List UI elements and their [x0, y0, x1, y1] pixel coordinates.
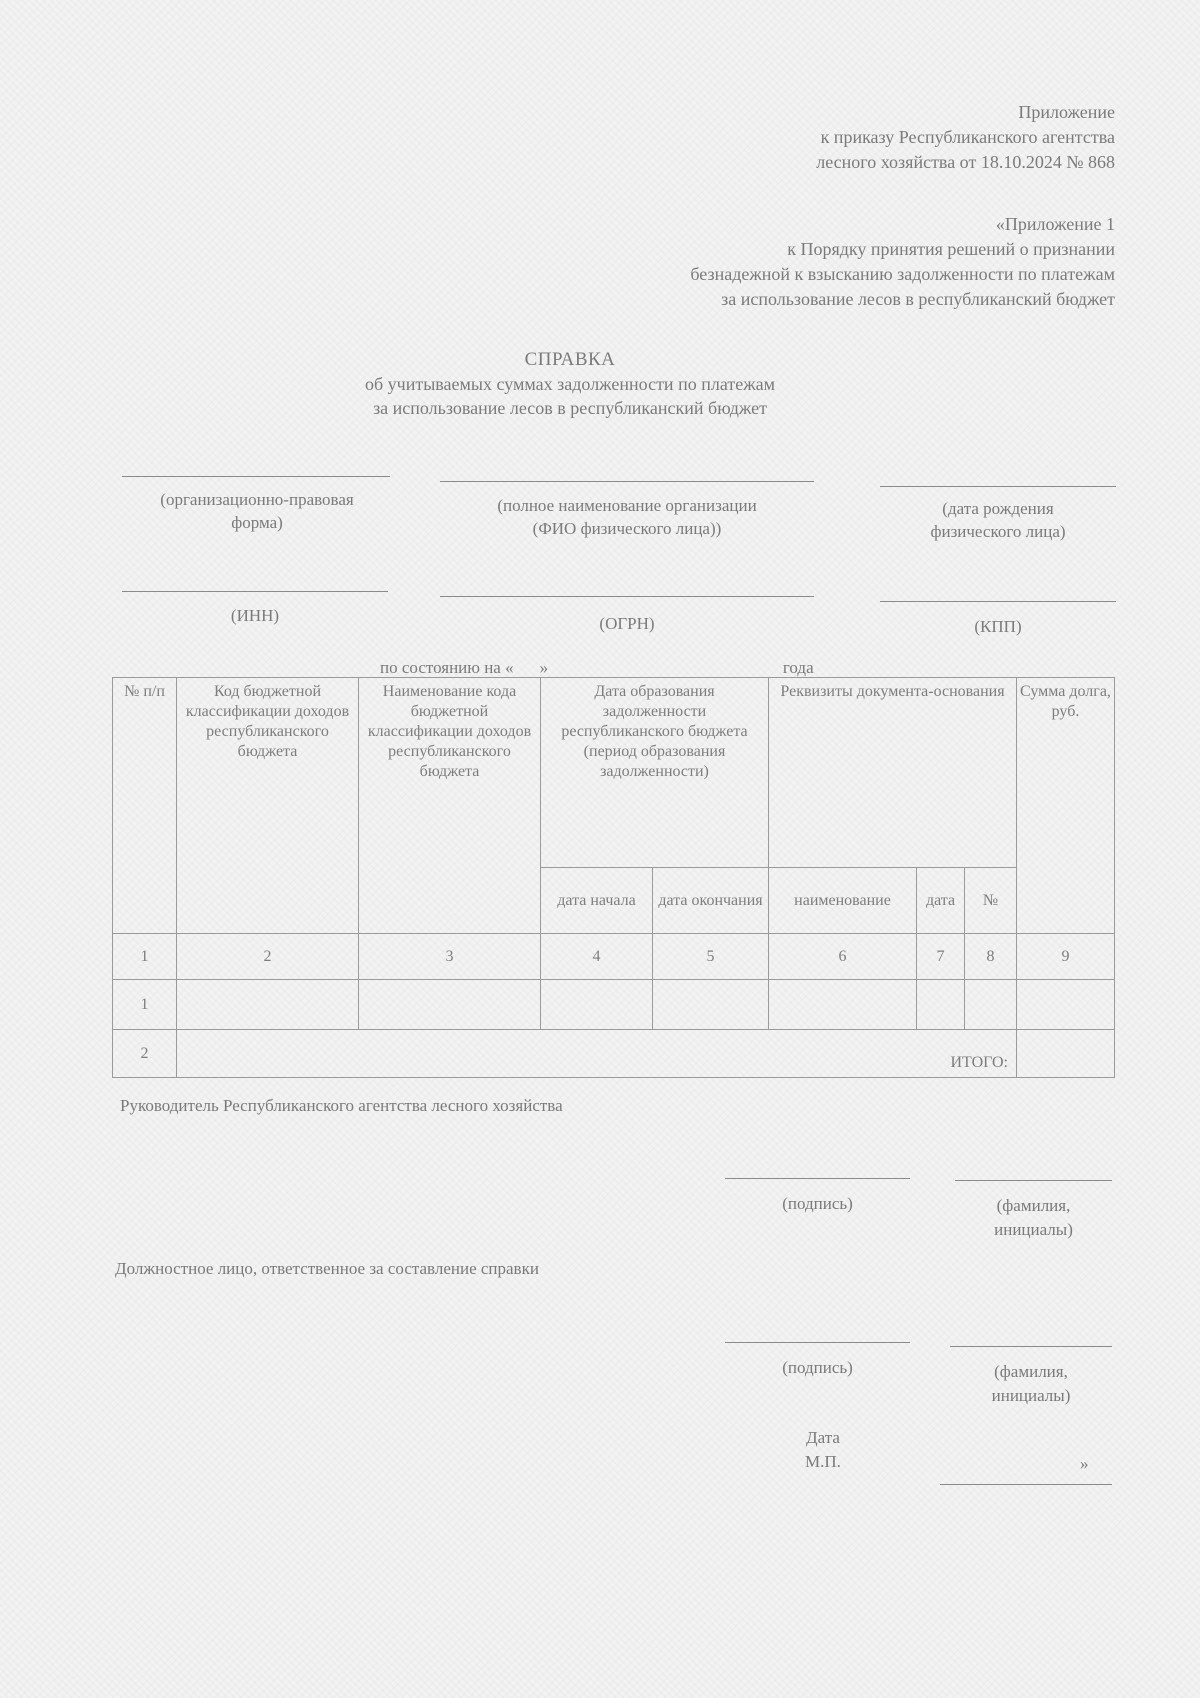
order-appendix-block [816, 100, 1115, 175]
ogrn-line [440, 596, 814, 597]
head-title: Руководитель Республиканского агентства лесного хозяйства [120, 1096, 563, 1115]
date-line [940, 1484, 1112, 1485]
birth-date-line [880, 486, 1116, 487]
title-line-2: за использование лесов в республиканский бюджет [373, 398, 767, 418]
inn-line [122, 591, 388, 592]
column-number: 4 [541, 934, 653, 980]
org-name-caption [430, 494, 824, 540]
header-date-end: дата окончания [653, 868, 769, 934]
head-name-caption-1: (фамилия, [996, 1196, 1071, 1215]
birth-date-caption-2: физического лица) [930, 522, 1066, 541]
table-cell [965, 980, 1017, 1030]
officer-name-caption-2: инициалы) [991, 1386, 1071, 1405]
column-number: 3 [359, 934, 541, 980]
officer-name-caption [950, 1360, 1112, 1408]
total-label: ИТОГО: [177, 1030, 1017, 1078]
header-doc-num: № [965, 868, 1017, 934]
column-number: 2 [177, 934, 359, 980]
officer-signature-caption: (подпись) [782, 1358, 853, 1377]
table-cell [541, 980, 653, 1030]
order-date-number: лесного хозяйства от 18.10.2024 № 868 [816, 152, 1115, 172]
column-number: 6 [769, 934, 917, 980]
table-cell [177, 980, 359, 1030]
column-number: 1 [113, 934, 177, 980]
total-amount-cell [1017, 1030, 1115, 1078]
stamp-label: М.П. [805, 1452, 841, 1471]
table-cell [653, 980, 769, 1030]
table-header-row-1 [113, 678, 1115, 868]
row-number: 1 [113, 980, 177, 1030]
inn-caption: (ИНН) [230, 606, 280, 625]
header-amount: Сумма долга, руб. [1017, 678, 1115, 934]
head-name-line [955, 1180, 1112, 1181]
officer-title: Должностное лицо, ответственное за составление справки [115, 1259, 539, 1278]
org-form-caption [112, 488, 402, 534]
officer-signature-line [725, 1342, 910, 1343]
column-number: 8 [965, 934, 1017, 980]
order-reference-line: к приказу Республиканского агентства [820, 127, 1115, 147]
ogrn-caption: (ОГРН) [599, 614, 655, 633]
document-title [300, 348, 840, 420]
table-cell [1017, 980, 1115, 1030]
table-cell [359, 980, 541, 1030]
column-number-row [113, 934, 1115, 980]
header-doc-date: дата [917, 868, 965, 934]
debt-table [112, 677, 1115, 1078]
as-of-suffix: года [782, 658, 814, 677]
officer-name-caption-1: (фамилия, [994, 1362, 1068, 1381]
date-stamp-block [805, 1426, 841, 1474]
title-line-1: об учитываемых суммах задолженности по платежам [364, 374, 776, 394]
birth-date-caption-1: (дата рождения [942, 499, 1054, 518]
title-main: СПРАВКА [524, 349, 616, 370]
date-label: Дата [806, 1428, 840, 1447]
procedure-appendix-block [690, 212, 1115, 312]
org-form-caption-1: (организационно-правовая [160, 490, 354, 509]
total-row [113, 1030, 1115, 1078]
head-signature-caption: (подпись) [782, 1194, 853, 1213]
head-signature-line [725, 1178, 910, 1179]
as-of-month-blank [552, 659, 732, 678]
header-doc-details: Реквизиты документа-основания [769, 678, 1017, 868]
org-name-line [440, 481, 814, 482]
appendix1-heading: «Приложение 1 [995, 214, 1115, 234]
procedure-line-3: за использование лесов в республиканский бюджет [721, 289, 1115, 309]
officer-name-line [950, 1346, 1112, 1347]
header-code: Код бюджетной классификации доходов республиканского бюджета [177, 678, 359, 934]
org-name-caption-2: (ФИО физического лица)) [532, 519, 722, 538]
birth-date-caption [880, 497, 1116, 543]
procedure-line-2: безнадежной к взысканию задолженности по платежам [690, 264, 1115, 284]
as-of-year-blank [737, 659, 779, 678]
head-name-caption-2: инициалы) [994, 1220, 1073, 1239]
appendix-heading: Приложение [1018, 102, 1115, 122]
org-form-caption-2: форма) [231, 513, 283, 532]
column-number: 5 [653, 934, 769, 980]
header-date-formed: Дата образования задолженности республиканского бюджета (период образования задолженности) [541, 678, 769, 868]
header-doc-name: наименование [769, 868, 917, 934]
header-date-start: дата начала [541, 868, 653, 934]
table-cell [917, 980, 965, 1030]
table-row [113, 980, 1115, 1030]
as-of-prefix: по состоянию на « [380, 658, 514, 677]
closing-quote: » [1080, 1454, 1089, 1473]
row-number: 2 [113, 1030, 177, 1078]
header-code-name: Наименование кода бюджетной классификации доходов республиканского бюджета [359, 678, 541, 934]
table-cell [769, 980, 917, 1030]
column-number: 7 [917, 934, 965, 980]
as-of-quote: » [539, 658, 549, 677]
kpp-line [880, 601, 1116, 602]
head-name-caption [955, 1194, 1112, 1242]
kpp-caption: (КПП) [974, 617, 1022, 636]
org-name-caption-1: (полное наименование организации [497, 496, 757, 515]
as-of-date [380, 658, 814, 678]
org-form-line [122, 476, 390, 477]
as-of-day-blank [514, 659, 540, 678]
header-num: № п/п [113, 678, 177, 934]
procedure-line-1: к Порядку принятия решений о признании [787, 239, 1115, 259]
column-number: 9 [1017, 934, 1115, 980]
